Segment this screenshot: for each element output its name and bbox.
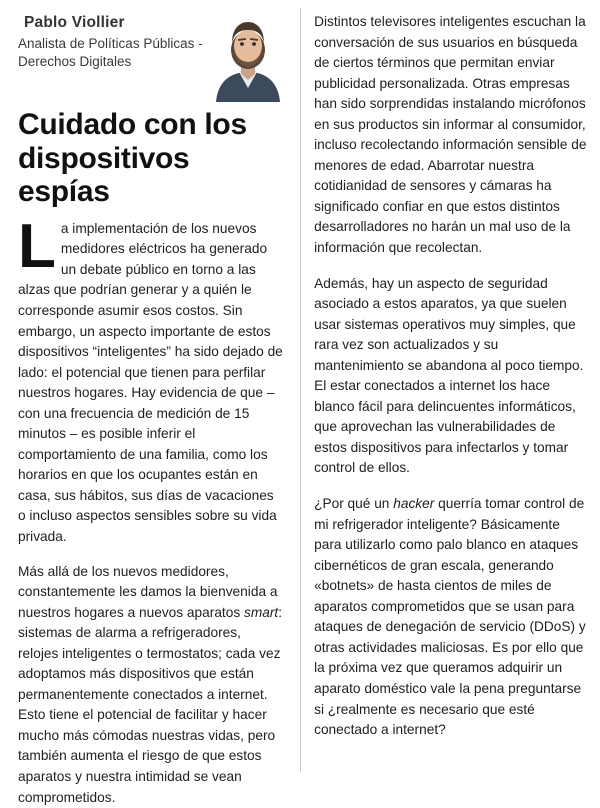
right-column (294, 10, 588, 780)
italic-term: hacker (393, 496, 435, 512)
body-paragraph: Más allá de los nuevos medidores, constantemente les damos la bienvenida a nuestros hogares a nuevos aparatos smart: sistemas de alarma a refrigeradores, relojes inteligentes o termostatos; cada vez adoptamos más dispositivos que están permanentemente conectados a internet. Esto tiene el potencial de facilitar y hacer mucho más cómodas nuestras vidas, pero también aumenta el riesgo de que estos aparatos y nuestra intimidad se vean comprometidos. (18, 563, 283, 805)
byline-text (18, 10, 206, 71)
column-divider (300, 8, 301, 772)
author-name: Pablo Viollier (24, 14, 125, 31)
body-paragraph (18, 211, 284, 548)
page-title: Cuidado con los dispositivos espías (18, 108, 247, 209)
drop-cap: L (18, 211, 56, 281)
author-avatar (212, 10, 284, 102)
body-paragraph-text: a implementación de los nuevos medidores eléctricos ha generado un debate público en torno a las alzas que podrían generar y a quién le corresponde asumir esos costos. Sin embargo, un aspecto importante de estos dispositivos “inteligentes” ha sido dejado de lado: el potencial que tienen para perfilar nuestros hogares. Hay evidencia de que – con una frecuencia de medición de 15 minutos – es posible inferir el comportamiento de una familia, como los horarios en que los ocupantes están en casa, sus hábitos, sus días de vacaciones o incluso aspectos sensibles sobre su vida privada. (18, 220, 283, 544)
body-paragraph: Distintos televisores inteligentes escuchan la conversación de sus usuarios en búsqueda de ciertos términos que permitan enviar publicidad personalizada. Otras empresas han sido sorprendidas instalando micrófonos en sus productos sin informar al consumidor, incluso recolectando información sensible de menores de edad. Abarrotar nuestra cotidianidad de sensores y cámaras ha significado confiar en que estos distintos desarrolladores no harán un mal uso de la información que recolectan. (314, 14, 587, 256)
byline (18, 10, 284, 102)
avatar-portrait-icon (212, 10, 284, 102)
italic-term: smart (244, 604, 279, 620)
body-paragraph: Además, hay un aspecto de seguridad asociado a estos aparatos, ya que suelen usar sistemas operativos muy simples, que rara vez son actualizados y su mantenimiento se abandona al poco tiempo. El estar conectados a internet los hace blanco fácil para delincuentes informáticos, que aprovechan las vulnerabilidades de estos dispositivos para infectarlos y tomar control de ellos. (314, 275, 584, 476)
author-role: Analista de Políticas Públicas - Derechos Digitales (18, 36, 203, 69)
body-paragraph: ¿Por qué un hacker querría tomar control de mi refrigerador inteligente? Básicamente para utilizarlo como palo blanco en ataques cibernéticos de gran escala, generando «botnets» de hasta cientos de miles de aparatos comprometidos que se usan para ataques de denegación de servicio (DDoS) y otras actividades maliciosas. Es por ello que la próxima vez que queramos adquirir un aparato doméstico vale la pena preguntarse si ¿realmente es necesario que esté conectado a internet? (314, 496, 586, 738)
left-column (18, 10, 294, 805)
